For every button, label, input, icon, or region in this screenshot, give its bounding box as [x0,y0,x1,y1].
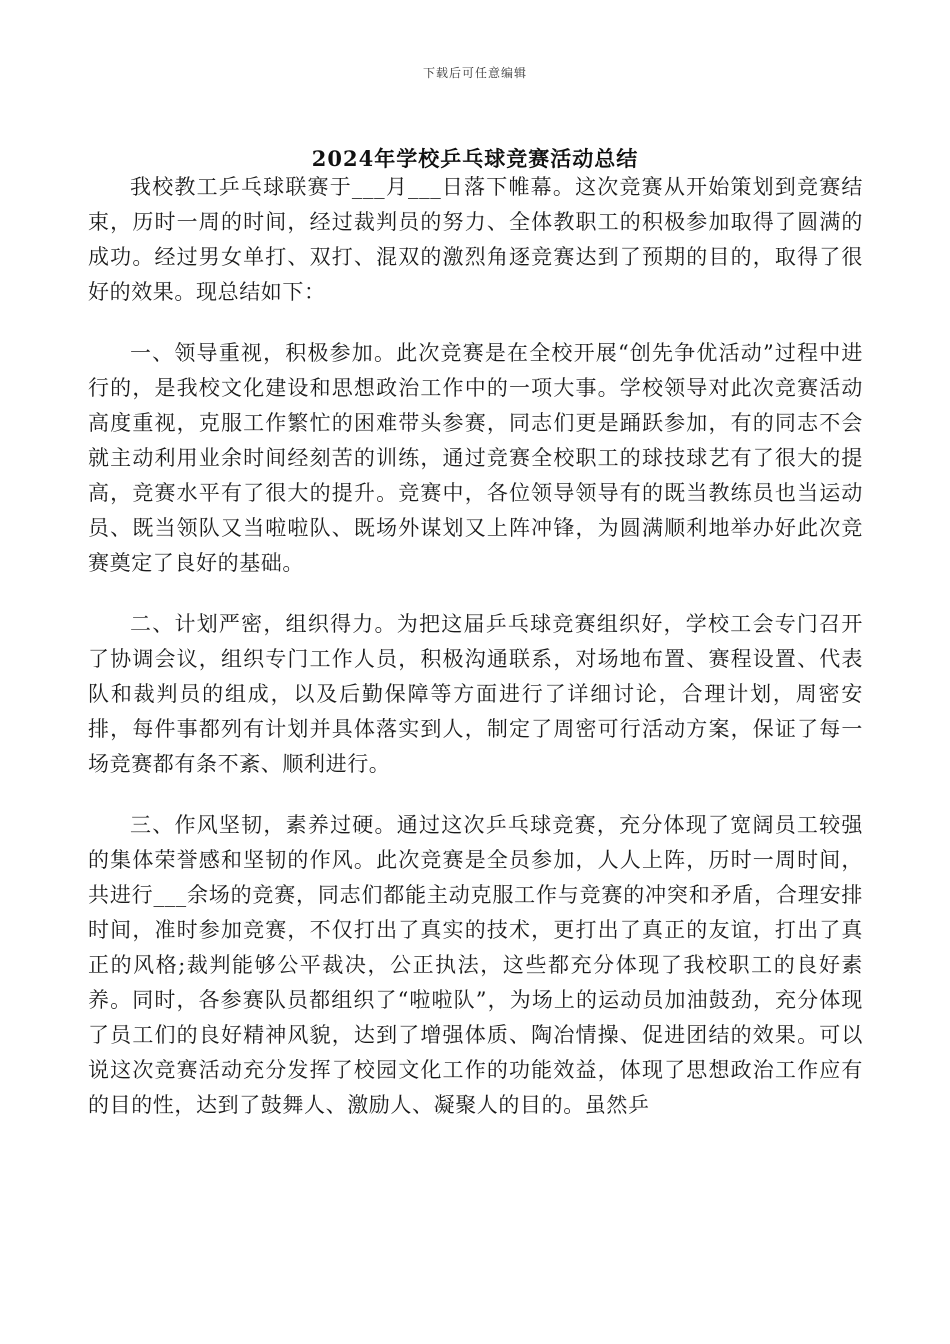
paragraph-leadership: 一、领导重视，积极参加。此次竞赛是在全校开展“创先争优活动”过程中进行的，是我校文化建设和思想政治工作中的一项大事。学校领导对此次竞赛活动高度重视，克服工作繁忙的困难带头参赛，同志们更是踊跃参加，有的同志不会就主动利用业余时间经刻苦的训练，通过竞赛全校职工的球技球艺有了很大的提高，竞赛水平有了很大的提升。竞赛中，各位领导领导有的既当教练员也当运动员、既当领队又当啦啦队、既场外谋划又上阵冲锋，为圆满顺利地举办好此次竞赛奠定了良好的基础。 [88,341,863,575]
document-body [88,170,863,1123]
page-title: 2024年学校乒乓球竞赛活动总结 [311,146,639,171]
paragraph-organization: 二、计划严密，组织得力。为把这届乒乓球竞赛组织好，学校工会专门召开了协调会议，组织专门工作人员，积极沟通联系，对场地布置、赛程设置、代表队和裁判员的组成，以及后勤保障等方面进行了详细讨论，合理计划，周密安排，每件事都列有计划并具体落实到人，制定了周密可行活动方案，保证了每一场竞赛都有条不紊、顺利进行。 [88,612,863,776]
header-note: 下载后可任意编辑 [422,66,527,80]
paragraph-style: 三、作风坚韧，素养过硬。通过这次乒乓球竞赛，充分体现了宽阔员工较强的集体荣誉感和坚韧的作风。此次竞赛是全员参加，人人上阵，历时一周时间，共进行___余场的竞赛，同志们都能主动克服工作与竞赛的冲突和矛盾，合理安排时间，准时参加竞赛，不仅打出了真实的技术，更打出了真正的友谊，打出了真正的风格;裁判能够公平裁决，公正执法，这些都充分体现了我校职工的良好素养。同时，各参赛队员都组织了“啦啦队”，为场上的运动员加油鼓劲，充分体现了员工们的良好精神风貌，达到了增强体质、陶冶情操、促进团结的效果。可以说这次竞赛活动充分发挥了校园文化工作的功能效益，体现了思想政治工作应有的目的性，达到了鼓舞人、激励人、凝聚人的目的。虽然乒 [88,813,863,1117]
paragraph-intro: 我校教工乒乓球联赛于___月___日落下帷幕。这次竞赛从开始策划到竞赛结束，历时一周的时间，经过裁判员的努力、全体教职工的积极参加取得了圆满的成功。经过男女单打、双打、混双的激烈角逐竞赛达到了预期的目的，取得了很好的效果。现总结如下： [88,175,863,304]
